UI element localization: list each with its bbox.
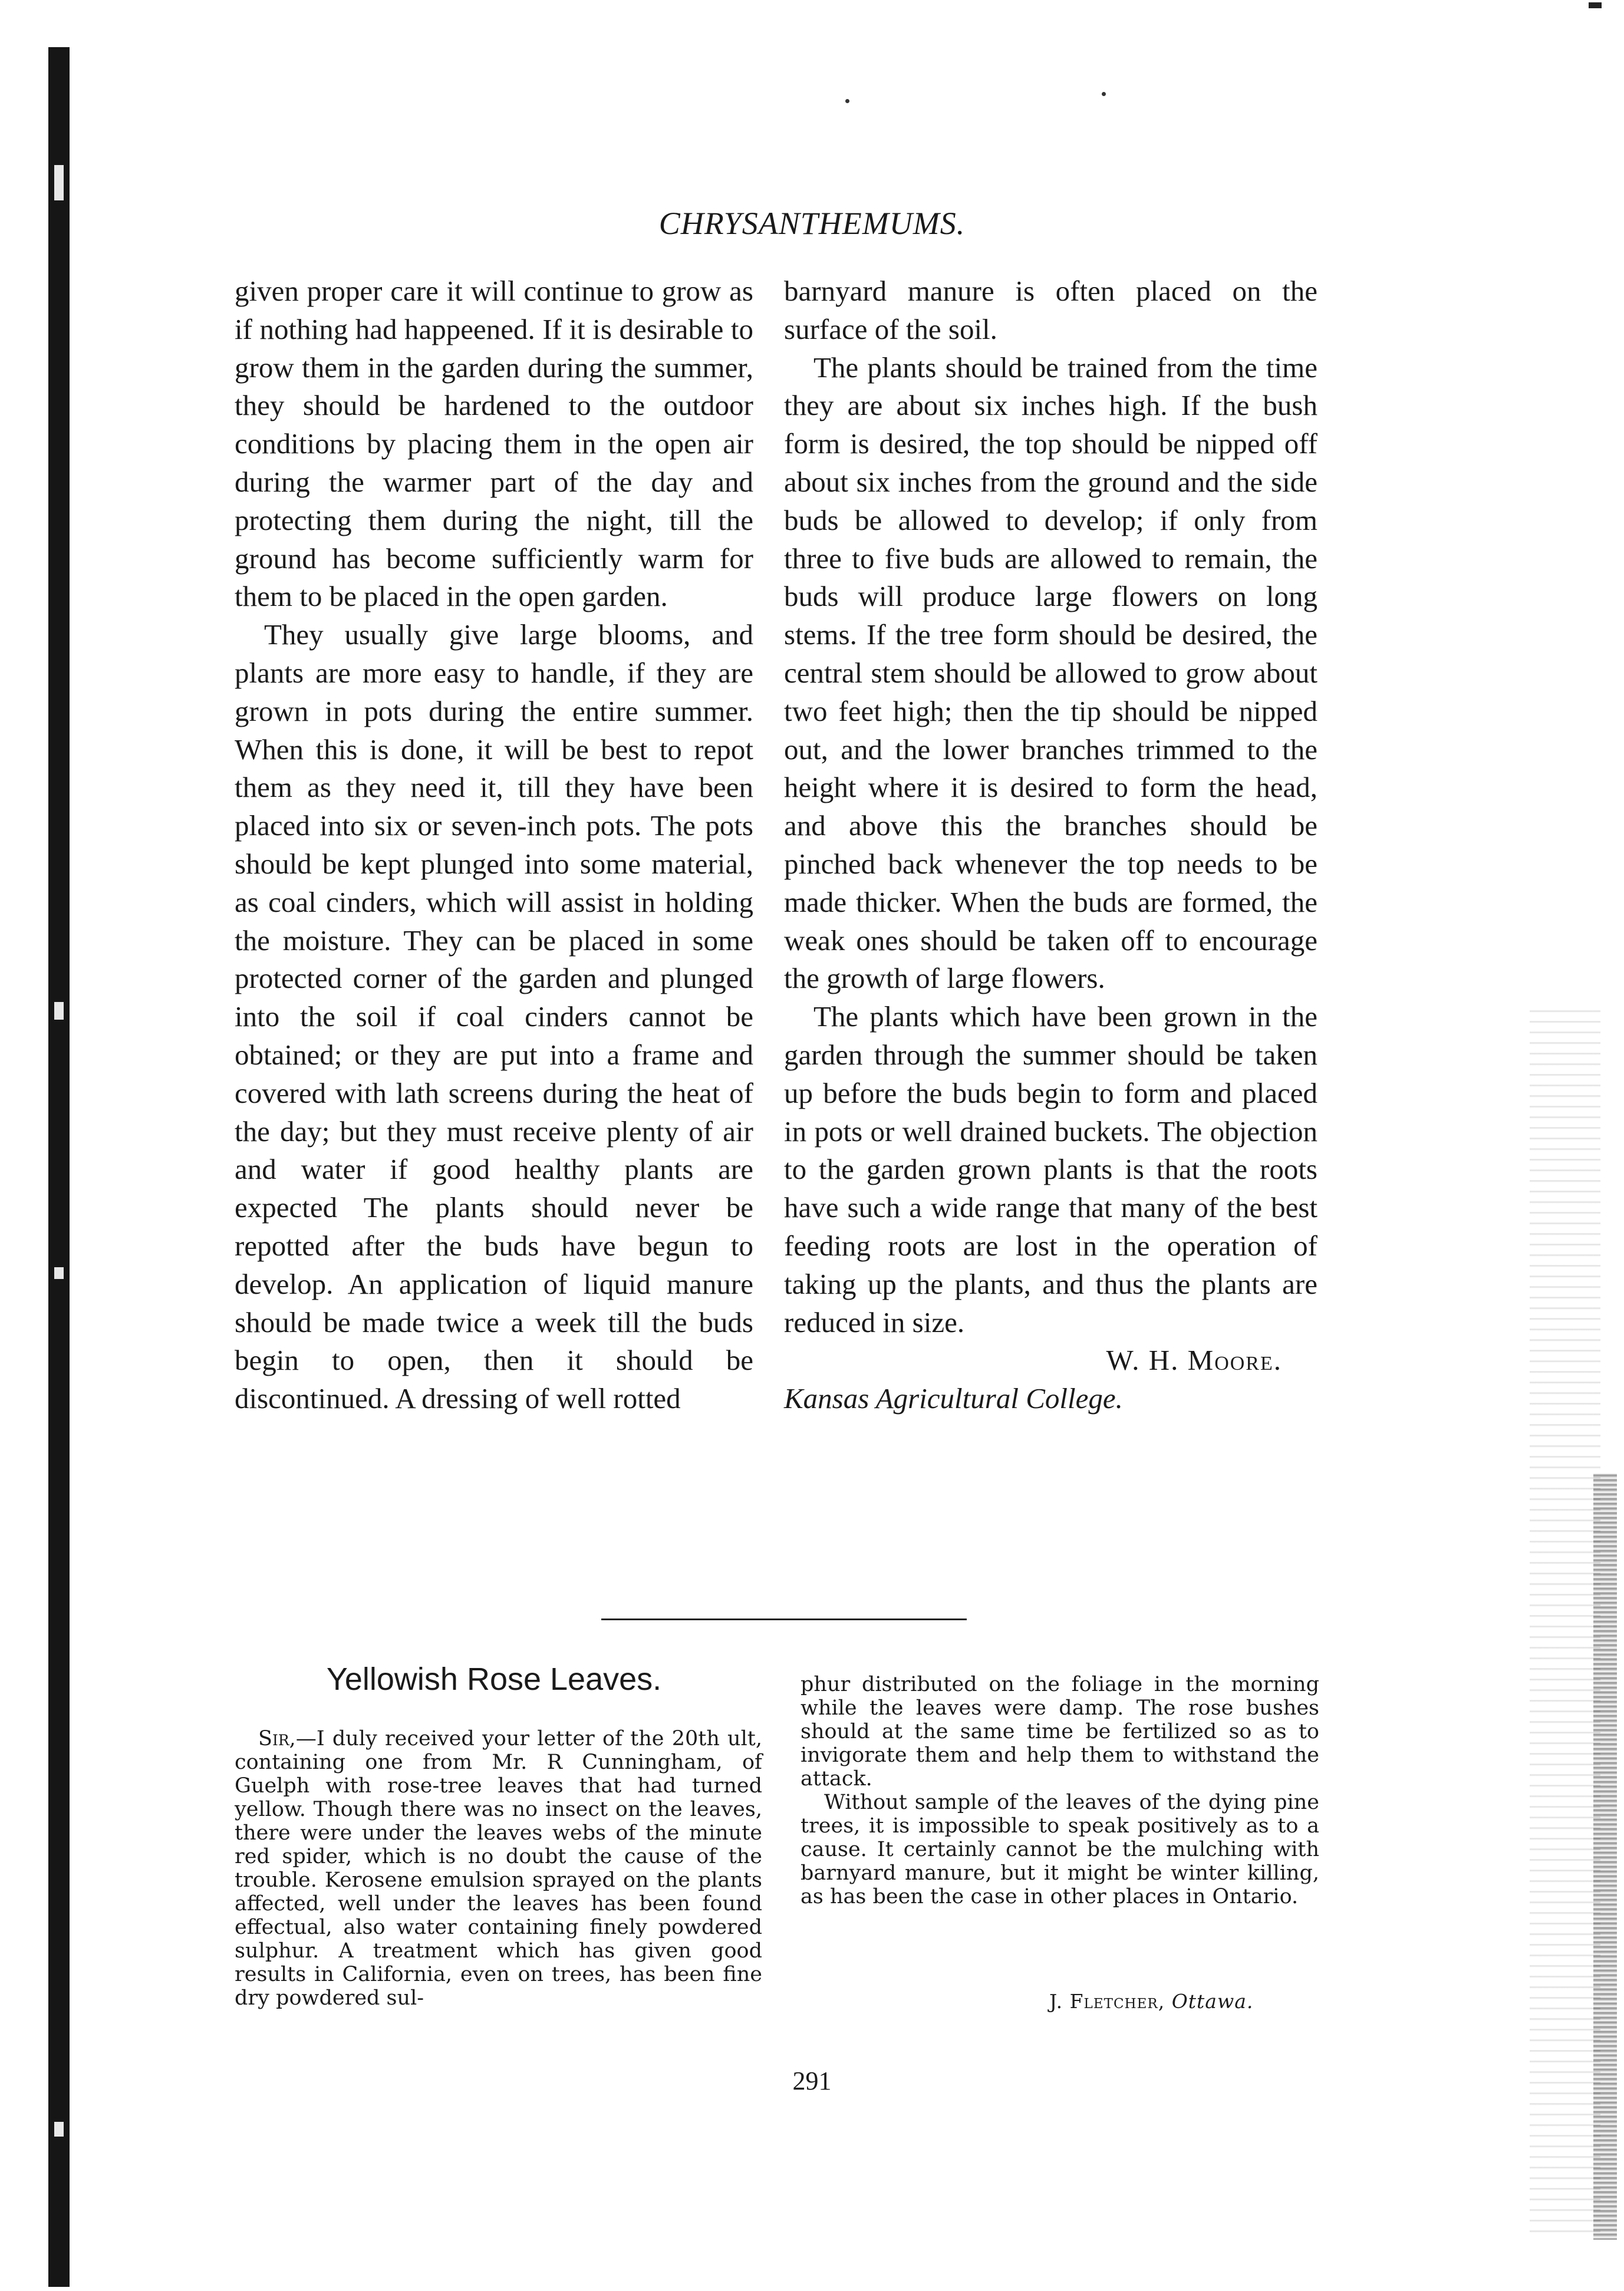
scan-noise <box>1530 1002 1600 2240</box>
scan-speck <box>54 165 64 200</box>
paragraph: The plants which have been grown in the garden through the summer should be taken up before the buds begin to form and placed in pots or well drained buckets. The objection to the garden grown plants is that the roots have such a wide range that many of the best feeding roots are lost in the operation of taking up the plants, and thus the plants are reduced in size. <box>784 1000 1317 1339</box>
author-signature <box>784 1341 1317 1380</box>
scan-dot <box>845 99 849 103</box>
section-divider <box>601 1618 967 1620</box>
scan-speck <box>54 1267 64 1279</box>
paragraph: barnyard manure is often placed on the surface of the soil. <box>784 275 1317 345</box>
page-number: 291 <box>792 2066 832 2095</box>
scan-dot <box>1102 92 1106 96</box>
scan-corner-mark <box>1589 2 1602 8</box>
article-title: Yellowish Rose Leaves. <box>326 1662 662 1697</box>
signature-name: J. Fletcher, <box>1049 1990 1165 2013</box>
rose-leaves-right-column <box>801 1673 1319 1908</box>
paragraph: Without sample of the leaves of the dying pine trees, it is impossible to speak positively as to a cause. It certainly cannot be the mulching with barnyard manure, but it might be winter killing, as has been the case in other places in Ontario. <box>801 1791 1319 1908</box>
author-surname: Moore. <box>1187 1344 1282 1377</box>
signature-place: Ottawa. <box>1171 1990 1254 2013</box>
paragraph: They usually give large blooms, and plants are more easy to handle, if they are grown in pots during the entire summer. When this is done, it will be best to repot them as they need it, till they have been placed into six or seven-inch pots. The pots should be kept plunged into some material, as coal cinders, which will assist in holding the moisture. They can be placed in some protected corner of the garden and plunged into the soil if coal cinders cannot be obtained; or they are put into a frame and covered with lath screens during the heat of the day; but they must receive plenty of air and water if good healthy plants are expected The plants should never be repotted after the buds have begun to develop. An application of liquid manure should be made twice a week till the buds begin to open, then it should be discontinued. A dressing of well rotted <box>235 618 753 1415</box>
scan-speck <box>54 2122 64 2137</box>
running-head: CHRYSANTHEMUMS. <box>658 206 966 241</box>
salutation: Sir, <box>258 1727 296 1751</box>
paragraph: The plants should be trained from the time they are about six inches high. If the bush form is desired, the top should be nipped off about six inches from the ground and the side buds be allowed to develop; if only from three to five buds are allowed to remain, the buds will produce large flowers on long stems. If the tree form should be desired, the central stem should be allowed to grow about two feet high; then the tip should be nipped out, and the lower branches trimmed to the height where it is desired to form the head, and above this the branches should be pinched back whenever the top needs to be made thicker. When the buds are formed, the weak ones should be taken off to encourage the growth of large flowers. <box>784 351 1317 995</box>
paragraph: phur distributed on the foliage in the morning while the leaves were damp. The rose bushes should at the same time be fertilized so as to invigorate them and help them to withstand the attack. <box>801 1673 1319 1791</box>
scan-speck <box>54 1002 64 1020</box>
letter-body: —I duly received your letter of the 20th ult, containing one from Mr. R Cunningham, of Guelph with rose-tree leaves that had turned yellow. Though there was no insect on the leaves, there were under the leaves webs of the minute red spider, which is no doubt the cause of the trouble. Kerosene emulsion sprayed on the plants affected, well under the leaves has been found effectual, also water containing finely powdered sulphur. A treatment which has given good results in California, even on trees, has been fine dry powdered sul- <box>235 1727 762 2010</box>
scan-noise <box>1593 1474 1617 2240</box>
letter-signature <box>1049 1990 1253 2013</box>
author-initials: W. H. <box>1106 1344 1180 1377</box>
rose-leaves-left-column <box>235 1727 762 2010</box>
paragraph <box>235 1727 762 2010</box>
paragraph: given proper care it will continue to grow as if nothing had happe⁠⁠ened. If it is desirable to grow them in the garden during the summer, they should be hardened to the outdoor conditions by placing them in the open air during the warmer part of the day and protecting them during the night, till the ground has become sufficiently warm for them to be placed in the open garden. <box>235 275 753 613</box>
scan-binding-edge <box>48 47 70 2287</box>
chrysanthemums-left-column <box>235 272 753 1418</box>
author-institution: Kansas Agricultural College. <box>784 1382 1123 1415</box>
chrysanthemums-right-column <box>784 272 1317 1418</box>
